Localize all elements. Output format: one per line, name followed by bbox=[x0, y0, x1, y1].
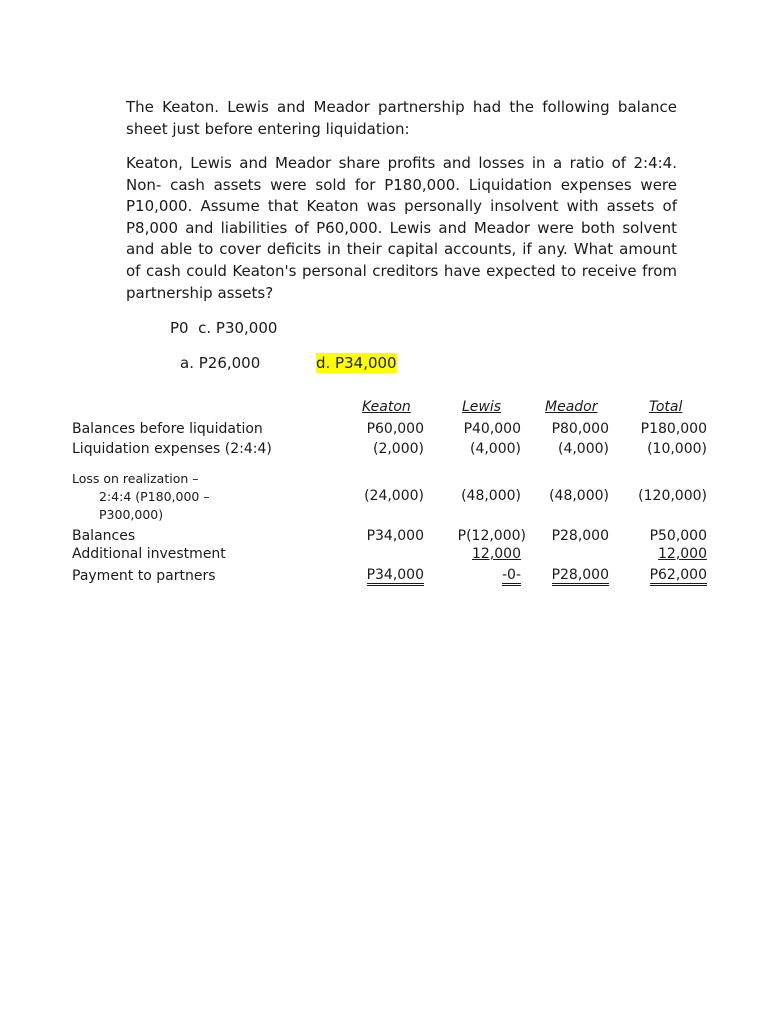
row-label-additional-investment: Additional investment bbox=[72, 546, 226, 562]
row-label-payment-to-partners: Payment to partners bbox=[72, 568, 216, 584]
row-label-balances: Balances bbox=[72, 528, 136, 544]
row-label-liquidation-expenses: Liquidation expenses (2:4:4) bbox=[72, 441, 272, 457]
cell-keaton: (2,000) bbox=[372, 441, 424, 457]
cell-total: (120,000) bbox=[638, 488, 707, 504]
option-a: a. P26,000 bbox=[180, 354, 261, 372]
cell-lewis: P40,000 bbox=[463, 421, 521, 437]
header-lewis: Lewis bbox=[462, 399, 502, 415]
cell-lewis: P(12,000) bbox=[457, 528, 526, 544]
cell-keaton: P60,000 bbox=[366, 421, 424, 437]
cell-keaton: P34,000 bbox=[366, 528, 424, 544]
cell-total: P62,000 bbox=[650, 567, 707, 586]
cell-meador: P28,000 bbox=[552, 567, 609, 586]
cell-keaton: P34,000 bbox=[367, 567, 424, 586]
cell-lewis: 12,000 bbox=[472, 546, 521, 562]
cell-meador: (48,000) bbox=[549, 488, 609, 504]
header-keaton: Keaton bbox=[362, 399, 411, 415]
cell-total: P180,000 bbox=[640, 421, 707, 437]
option-d-highlighted: d. P34,000 bbox=[316, 354, 397, 372]
cell-total: P50,000 bbox=[649, 528, 707, 544]
cell-meador: P80,000 bbox=[551, 421, 609, 437]
cell-meador: P28,000 bbox=[551, 528, 609, 544]
row-label-loss-line-2: 2:4:4 (P180,000 – bbox=[99, 489, 210, 504]
row-label-loss-line-3: P300,000) bbox=[99, 507, 164, 522]
header-meador: Meador bbox=[545, 399, 598, 415]
option-line-1: P0 c. P30,000 bbox=[170, 319, 278, 337]
question-intro: The Keaton. Lewis and Meador partnership had the following balance sheet just before entering liquidation: bbox=[126, 98, 677, 138]
row-label-loss-line-1: Loss on realization – bbox=[72, 471, 199, 486]
cell-total: 12,000 bbox=[658, 546, 707, 562]
header-total: Total bbox=[649, 399, 683, 415]
question-body: Keaton, Lewis and Meador share profits and losses in a ratio of 2:4:4. Non- cash assets were sold for P180,000. Liquidation expenses were P10,000. Assume that Keaton was personally insolvent with assets of P8,000 and liabilities of P60,000. Lewis and Meador were both solvent and able to cover deficits in their capital accounts, if any. What amount of cash could Keaton's personal creditors have expected to receive from partnership assets? bbox=[126, 154, 677, 302]
cell-lewis: (48,000) bbox=[461, 488, 521, 504]
cell-keaton: (24,000) bbox=[364, 488, 424, 504]
cell-meador: (4,000) bbox=[557, 441, 609, 457]
cell-total: (10,000) bbox=[647, 441, 707, 457]
cell-lewis: (4,000) bbox=[469, 441, 521, 457]
row-label-balances-before: Balances before liquidation bbox=[72, 421, 263, 437]
cell-lewis: -0- bbox=[502, 567, 521, 586]
